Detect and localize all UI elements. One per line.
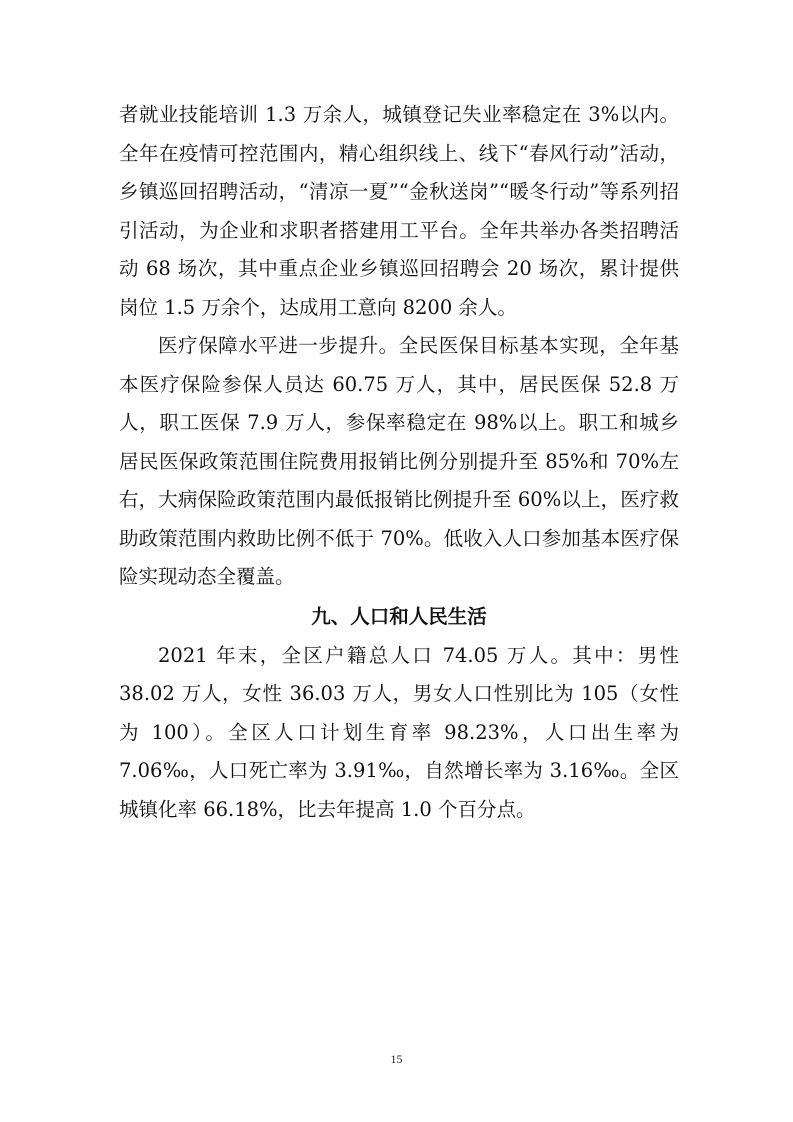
- section-heading-population: 九、人口和人民生活: [311, 604, 487, 628]
- document-body: [119, 96, 679, 829]
- paragraph-population-statistics: 2021 年末，全区户籍总人口 74.05 万人。其中：男性 38.02 万人，女性 36.03 万人，男女人口性别比为 105（女性为 100）。全区人口计划生育率 98.23%，人口出生率为 7.06‰，人口死亡率为 3.91‰，自然增长率为 3.16‰。全区城镇化率 66.18%，比去年提高 1.0 个百分点。: [119, 643, 679, 821]
- paragraph-medical-insurance: 医疗保障水平进一步提升。全民医保目标基本实现，全年基本医疗保险参保人员达 60.75 万人，其中，居民医保 52.8 万人，职工医保 7.9 万人，参保率稳定在 98%以上。职工和城乡居民医保政策范围住院费用报销比例分别提升至 85%和 70%左右，大病保险政策范围内最低报销比例提升至 60%以上，医疗救助政策范围内救助比例不低于 70%。低收入人口参加基本医疗保险实现动态全覆盖。: [119, 334, 679, 588]
- paragraph-employment-continued: 者就业技能培训 1.3 万余人，城镇登记失业率稳定在 3%以内。全年在疫情可控范围内，精心组织线上、线下“春风行动”活动，乡镇巡回招聘活动，“清凉一夏”“金秋送岗”“暖冬行动”等系列招引活动，为企业和求职者搭建用工平台。全年共举办各类招聘活动 68 场次，其中重点企业乡镇巡回招聘会 20 场次，累计提供岗位 1.5 万余个，达成用工意向 8200 余人。: [119, 103, 679, 319]
- page-number: 15: [390, 1052, 403, 1066]
